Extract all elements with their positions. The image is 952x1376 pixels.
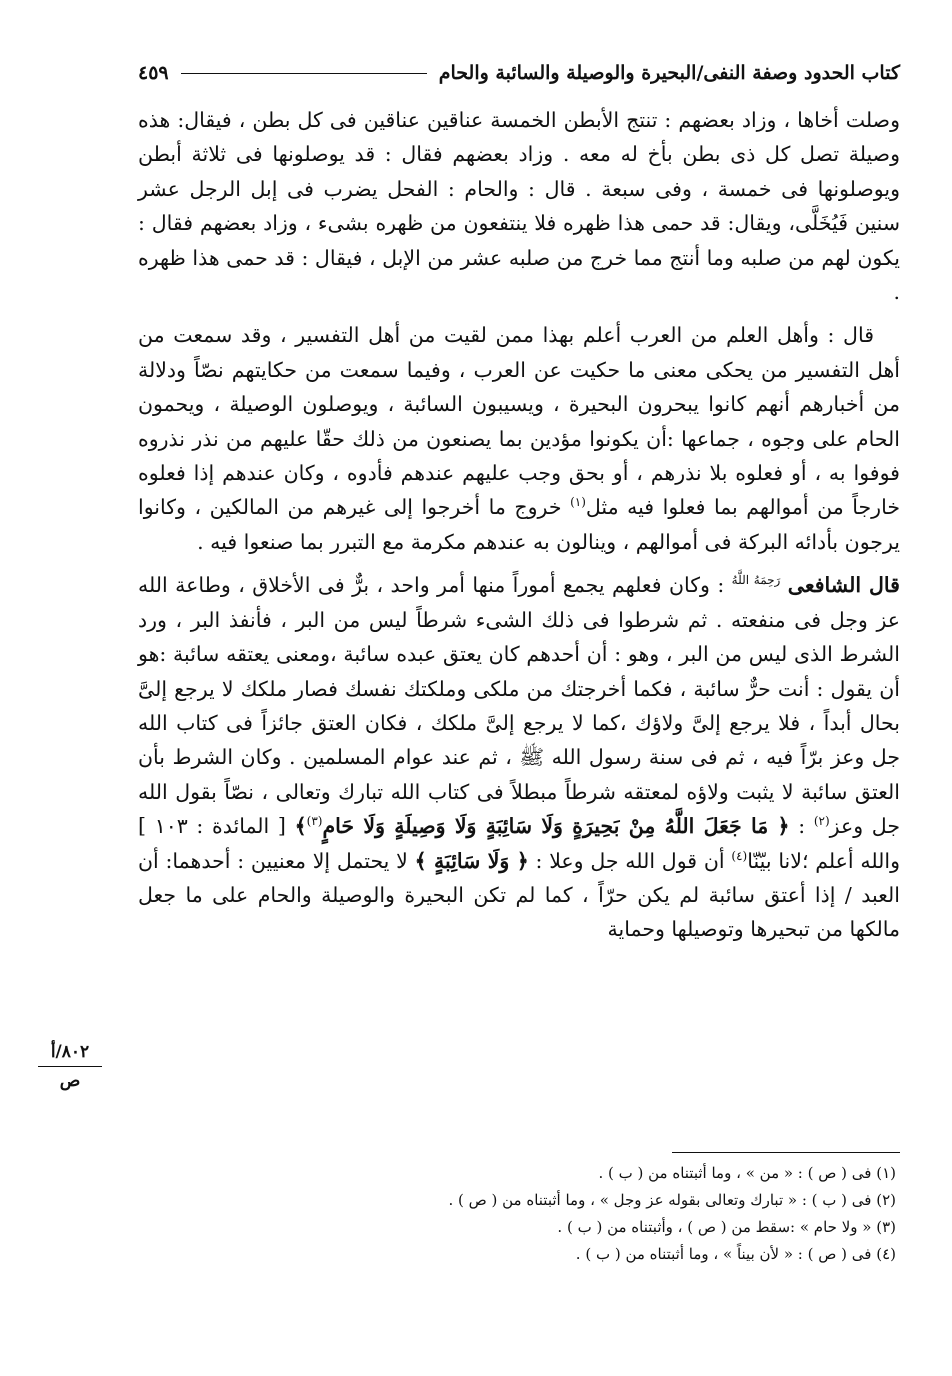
- footnotes: [138, 1160, 900, 1268]
- paragraph-3-text-c: والله أعلم ؛لانا بيّنّا: [747, 848, 900, 873]
- quran-reference: [ المائدة : ١٠٣ ]: [138, 814, 295, 839]
- footnote-1: (١) فى ( ص ) : « من » ، وما أثبتناه من ( ب ) .: [598, 1164, 896, 1182]
- main-text: [138, 103, 900, 956]
- folio-number: ٨٠٢/أ: [50, 1042, 90, 1062]
- manuscript-margin-note: [30, 1040, 110, 1093]
- paragraph-3-text-d: أن قول الله جل وعلا :: [528, 848, 732, 873]
- footnote-ref-4: (٤): [731, 848, 748, 863]
- footnote-3: (٣) « ولا حام » :سقط من ( ص ) ، وأثبتناه من ( ب ) .: [557, 1218, 896, 1236]
- footnote-ref-2: (٢): [813, 814, 830, 829]
- footnote-4: (٤) فى ( ص ) : « لأن بيناً » ، وما أثبتناه من ( ب ) .: [575, 1245, 896, 1263]
- paragraph-3-text-a: : وكان فعلهم يجمع أموراً منها أمر واحد ، برٌّ فى الأخلاق ، وطاعة الله عز وجل فى منفعته . ثم شرطوا فى ذلك الشىء شرطاً ليس من البر ، فأنفذ البر ، ورد الشرط الذى ليس من البر ، وهو : أن أحدهم كان يعتق عبده سائبة ،ومعنى يعتقه سائبة :هو أن يقول : أنت حرٌّ سائبة ، فكما أخرجتك من ملكى وملكتك نفسك فصار ملكك لا يرجع إلىَّ بحال أبداً ، فلا يرجع إلىَّ ولاؤك ،كما لا يرجع إلىَّ ملكك ، فكان العتق جائزاً فى كتاب الله جل وعز برّاً فيه ، ثم فى سنة رسول الله ﷺ ، ثم عند عوام المسلمين . وكان الشرط بأن العتق سائبة لا يثبت ولاؤه لمعتقه شرطاً مبطلاً فى كتاب الله تبارك وتعالى ، نصّاً بقول الله جل وعز: [138, 573, 900, 839]
- running-title: كتاب الحدود وصفة النفى/البحيرة والوصيلة والسائبة والحام: [438, 62, 900, 84]
- footnote-separator: [672, 1152, 900, 1153]
- footnote-2: (٢) فى ( ب ) : « تبارك وتعالى بقوله عز وجل » ، وما أثبتناه من ( ص ) .: [448, 1191, 896, 1209]
- running-header: [138, 56, 900, 90]
- quran-verse-2: ﴿ وَلَا سَائِبَةٍ ﴾: [414, 848, 529, 873]
- paragraph-3-text-b: :: [789, 814, 814, 839]
- honorific-glyph: رَحِمَهُ اللَّهُ: [731, 573, 781, 588]
- margin-note-rule: [38, 1066, 102, 1067]
- paragraph-2-text: قال : وأهل العلم من العرب أعلم بهذا ممن لقيت من أهل التفسير ، وقد سمعت من أهل التفسير من يحكى معنى ما حكيت عن العرب ، وفيما سمعت من حكايتهم نصّاً ودلالة من أخبارهم أنهم كانوا يبحرون البحيرة ، ويسيبون السائبة ، ويوصلون الوصيلة ، ويحمون الحام على وجوه ، جماعها :أن يكونوا مؤدين بما يصنعون من ذلك حقّا عليهم من نذر نذروه فوفوا به ، أو فعلوه بلا نذرهم ، أو بحق وجب عليهم عندهم فأدوه ، وكان عندهم إذا فعلوه خارجاً من أموالهم بما فعلوا فيه مثل: [138, 323, 900, 520]
- paragraph-3: [138, 568, 900, 946]
- speaker-name: قال الشافعى: [787, 573, 900, 598]
- quran-verse-1-close: ﴾: [294, 814, 307, 839]
- paragraph-2-tail: خروج ما أخرجوا إلى غيرهم من المالكين ، وكانوا يرجون بأدائه البركة فى أموالهم ، وينالون به عندهم مكرمة مع التبرر بما صنعوا فيه .: [138, 495, 900, 554]
- quran-verse-1: ﴿ مَا جَعَلَ اللَّهُ مِنْ بَحِيرَةٍ وَلَا سَائِبَةٍ وَلَا وَصِيلَةٍ وَلَا حَامٍ: [322, 814, 790, 839]
- paragraph-2: [138, 318, 900, 559]
- paragraph-3-text-e: لا يحتمل إلا معنيين : أحدهما: أن العبد / إذا أعتق سائبة لم يكن حرّاً ، كما لم تكن البحيرة والوصيلة والحام على ما جعل مالكها من تبحيرها وتوصيلها وحماية: [138, 848, 900, 942]
- footnote-ref-1: (١): [570, 495, 586, 510]
- manuscript-siglum: ص: [59, 1071, 81, 1091]
- footnote-ref-3: (٣): [306, 814, 323, 829]
- page-number: ٤٥٩: [138, 62, 169, 84]
- paragraph-1: وصلت أخاها ، وزاد بعضهم : تنتج الأبطن الخمسة عناقين عناقين فى كل بطن ، فيقال: هذه وصيلة تصل كل ذى بطن بأخ له معه . وزاد بعضهم فقال : قد يوصلونها فى ثلاثة أبطن ويوصلونها فى خمسة ، وفى سبعة . قال : والحام : الفحل يضرب فى إبل الرجل عشر سنين فَيُخَلَّى، ويقال: قد حمى هذا ظهره فلا ينتفعون من ظهره بشىء ، وزاد بعضهم فقال : يكون لهم من صلبه وما أنتج مما خرج من صلبه عشر من الإبل ، فيقال : قد حمى هذا ظهره .: [138, 108, 900, 305]
- header-rule: [181, 73, 427, 74]
